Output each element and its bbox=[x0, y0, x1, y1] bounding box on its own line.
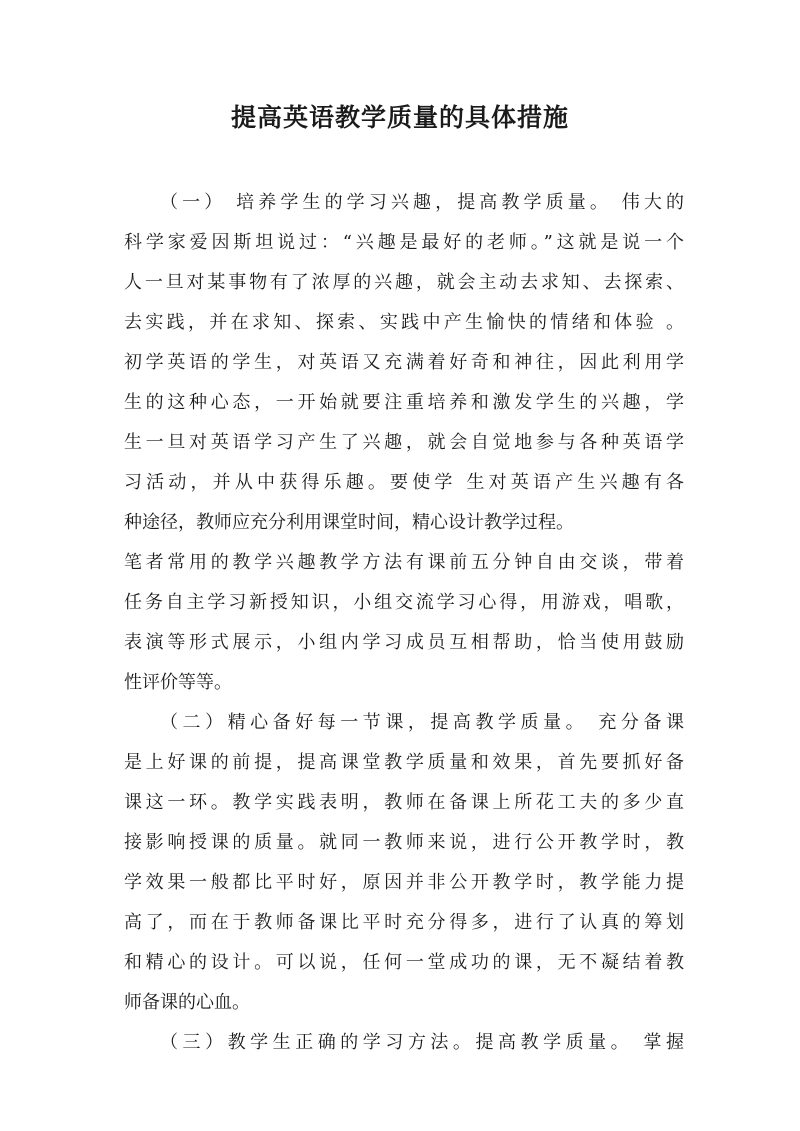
paragraph-line: 学效果一般都比平时好，原因并非公开教学时，教学能力提 bbox=[124, 872, 684, 893]
paragraph-line: （二）精心备好每一节课，提高教学质量。 充分备课 bbox=[160, 712, 684, 733]
paragraph-line: 生的这种心态，一开始就要注重培养和激发学生的兴趣，学 bbox=[124, 392, 684, 413]
paragraph-line: 笔者常用的教学兴趣教学方法有课前五分钟自由交谈，带着 bbox=[124, 552, 684, 573]
paragraph-line: 习活动，并从中获得乐趣。要使学 生对英语产生兴趣有各 bbox=[124, 472, 684, 493]
paragraph-line: 去实践，并在求知、探索、实践中产生愉快的情绪和体验 。 bbox=[124, 312, 684, 333]
paragraph-line: 接影响授课的质量。就同一教师来说，进行公开教学时，教 bbox=[124, 832, 684, 853]
paragraph-line: 性评价等等。 bbox=[124, 672, 232, 693]
paragraph-line: 初学英语的学生，对英语又充满着好奇和神往，因此利用学 bbox=[124, 352, 684, 373]
paragraph-line: 和精心的设计。可以说，任何一堂成功的课，无不凝结着教 bbox=[124, 952, 684, 973]
paragraph-line: 种途径，教师应充分利用课堂时间，精心设计教学过程。 bbox=[124, 512, 574, 533]
paragraph-line: 任务自主学习新授知识，小组交流学习心得，用游戏，唱歌， bbox=[124, 592, 684, 613]
paragraph-line: 人一旦对某事物有了浓厚的兴趣，就会主动去求知、去探索、 bbox=[124, 272, 684, 293]
document-title: 提高英语教学质量的具体措施 bbox=[230, 103, 569, 132]
paragraph-line: 科学家爱因斯坦说过：“兴趣是最好的老师。”这就是说一个 bbox=[124, 232, 684, 253]
paragraph-line: 高了，而在于教师备课比平时充分得多，进行了认真的筹划 bbox=[124, 912, 684, 933]
paragraph-line: （一） 培养学生的学习兴趣，提高教学质量。 伟大的 bbox=[160, 192, 684, 213]
paragraph-line: 师备课的心血。 bbox=[124, 992, 250, 1013]
paragraph-line: （三）教学生正确的学习方法。提高教学质量。 掌握 bbox=[160, 1032, 684, 1053]
paragraph-line: 表演等形式展示，小组内学习成员互相帮助，恰当使用鼓励 bbox=[124, 632, 684, 653]
paragraph-line: 生一旦对英语学习产生了兴趣，就会自觉地参与各种英语学 bbox=[124, 432, 684, 453]
paragraph-line: 课这一环。教学实践表明，教师在备课上所花工夫的多少直 bbox=[124, 792, 684, 813]
paragraph-line: 是上好课的前提，提高课堂教学质量和效果，首先要抓好备 bbox=[124, 752, 684, 773]
